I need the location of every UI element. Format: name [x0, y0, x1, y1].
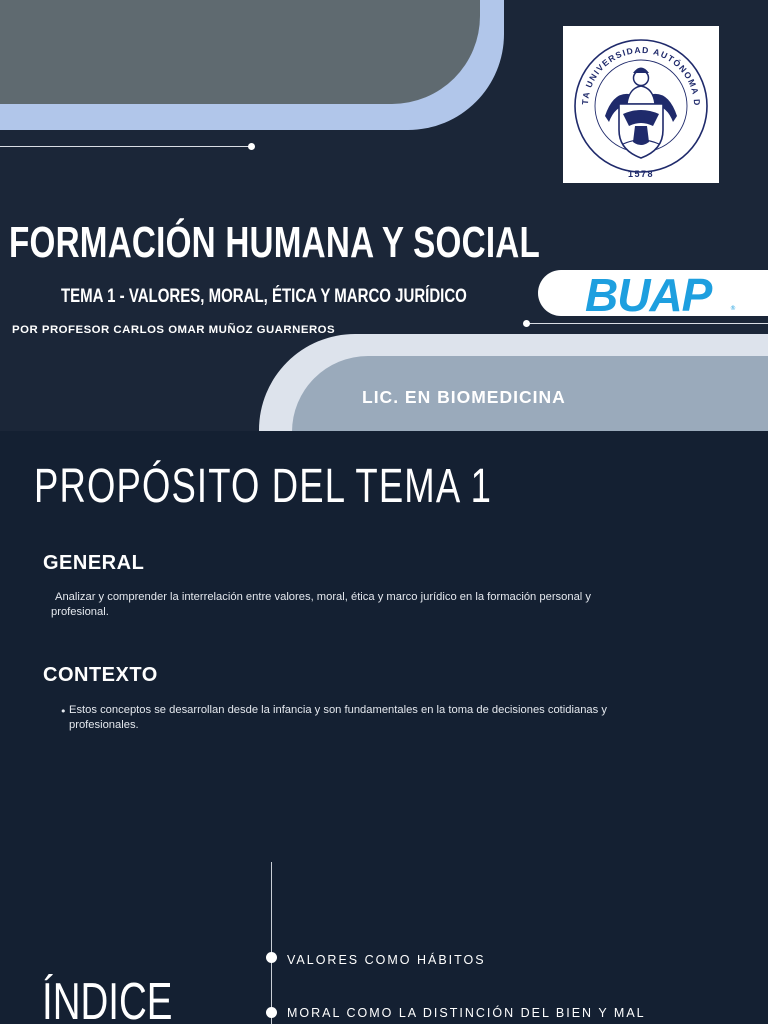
- decorative-dot: [248, 143, 255, 150]
- index-timeline: [271, 862, 272, 1024]
- author-line: POR PROFESOR CARLOS OMAR MUÑOZ GUARNEROS: [12, 324, 336, 336]
- buap-logo: BUAP: [585, 269, 712, 321]
- general-heading: GENERAL: [43, 552, 145, 574]
- context-text: Estos conceptos se desarrollan desde la infancia y son fundamentales en la toma de decisiones cotidianas y profesionales.: [69, 704, 607, 731]
- decorative-top-shape-inner: [0, 0, 480, 104]
- svg-text:BENEMÉRITA UNIVERSIDAD AUTÓNOM: TA UNIVERSIDAD AUTÓNOMA D: [579, 44, 703, 107]
- purpose-title: PROPÓSITO DEL TEMA 1: [34, 460, 492, 513]
- timeline-dot-icon: [266, 952, 277, 963]
- bullet-icon: •: [60, 705, 67, 718]
- decorative-line: [0, 146, 250, 147]
- seal-emblem-icon: [563, 26, 719, 183]
- timeline-dot-icon: [266, 1007, 277, 1018]
- page-title: FORMACIÓN HUMANA Y SOCIAL: [9, 218, 541, 267]
- university-seal: [563, 26, 719, 183]
- index-item: VALORES COMO HÁBITOS: [287, 953, 486, 967]
- decorative-dot: [523, 320, 530, 327]
- topic-subtitle: TEMA 1 - VALORES, MORAL, ÉTICA Y MARCO JURÍDICO: [61, 286, 467, 307]
- context-heading: CONTEXTO: [43, 664, 158, 686]
- index-item: MORAL COMO LA DISTINCIÓN DEL BIEN Y MAL: [287, 1006, 646, 1020]
- index-title: ÍNDICE: [42, 973, 173, 1024]
- general-text: Analizar y comprender la interrelación entre valores, moral, ética y marco jurídico en la formación personal y profesional.: [51, 591, 591, 618]
- decorative-line: [528, 323, 768, 324]
- svg-text:1578: 1578: [627, 169, 655, 179]
- registered-mark: ®: [730, 305, 736, 312]
- program-label: LIC. EN BIOMEDICINA: [362, 387, 566, 407]
